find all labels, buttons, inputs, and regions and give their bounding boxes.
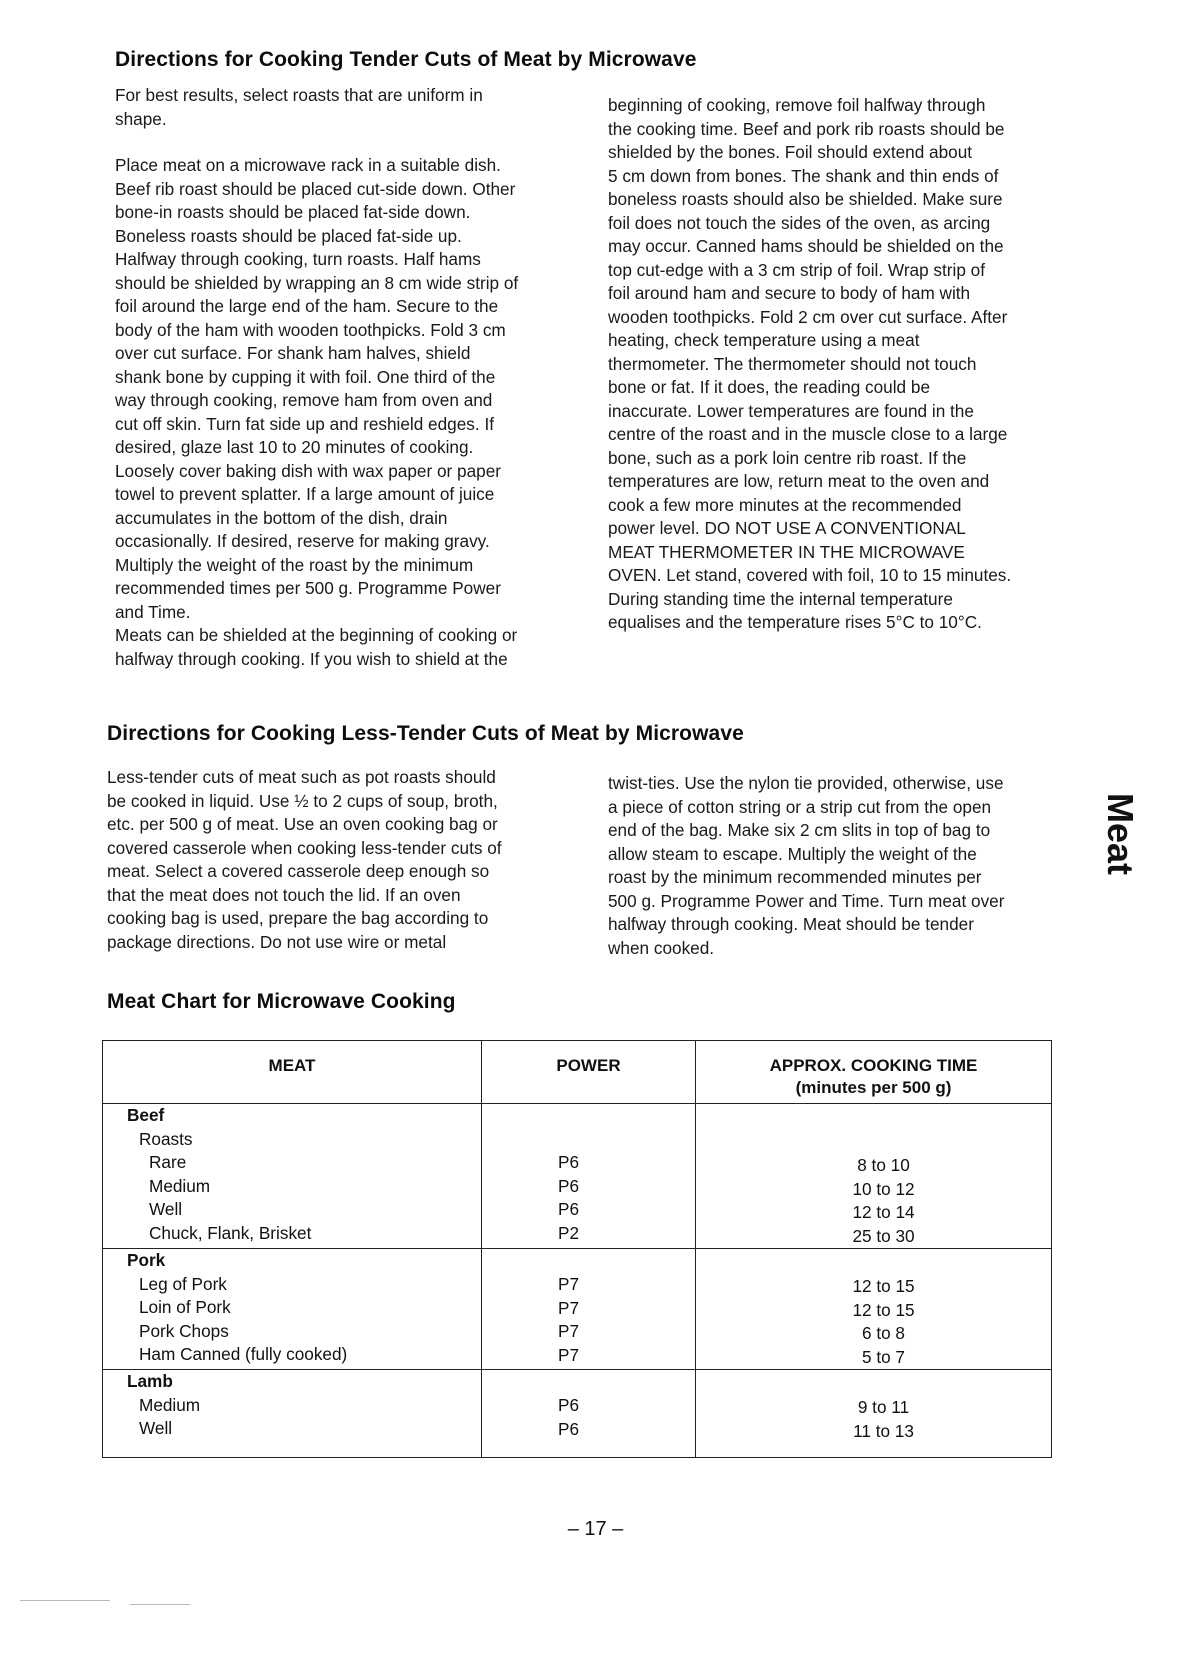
text-line: end of the bag. Make six 2 cm slits in top of bag to (608, 820, 991, 840)
meat-chart-title: Meat Chart for Microwave Cooking (107, 990, 456, 1013)
section-title-less-tender-cuts: Directions for Cooking Less-Tender Cuts of Meat by Microwave (107, 722, 744, 745)
text-line: and Time. (115, 601, 191, 622)
header-power: POWER (482, 1041, 696, 1104)
text-line: Beef rib roast should be placed cut-side down. Other (115, 178, 516, 199)
text-line: beginning of cooking, remove foil halfway through (608, 95, 986, 115)
paragraph-uniform-roasts (115, 84, 595, 131)
text-line: bone or fat. If it does, the reading could be (608, 377, 931, 397)
text-line: 5 cm down from bones. The shank and thin ends of (608, 165, 999, 186)
text-line: equalises and the temperature rises 5°C to 10°C. (608, 612, 982, 632)
power-value: P6 (558, 1199, 580, 1219)
text-line: MEAT THERMOMETER IN THE MICROWAVE (608, 541, 965, 562)
power-value: P7 (558, 1344, 580, 1365)
category-label: Lamb (127, 1371, 173, 1391)
text-line: Halfway through cooking, turn roasts. Half hams (115, 249, 481, 269)
text-line: power level. DO NOT USE A CONVENTIONAL (608, 518, 966, 538)
time-value: 6 to 8 (861, 1323, 905, 1343)
meat-item: Pork Chops (139, 1320, 229, 1341)
text-line: Loosely cover baking dish with wax paper or paper (115, 460, 501, 481)
meat-item: Leg of Pork (139, 1273, 227, 1294)
time-value: 10 to 12 (852, 1178, 915, 1199)
less-tender-right-column (608, 772, 1088, 960)
text-line: shape. (115, 108, 167, 129)
text-line: body of the ham with wooden toothpicks. Fold 3 cm (115, 319, 506, 340)
subheading-label: Roasts (139, 1128, 193, 1149)
time-value: 12 to 15 (852, 1299, 915, 1320)
time-value: 25 to 30 (852, 1225, 915, 1246)
meat-item: Medium (149, 1175, 211, 1196)
meat-item: Well (139, 1418, 173, 1438)
time-value: 11 to 13 (853, 1420, 914, 1441)
text-line: halfway through cooking. If you wish to shield at the (115, 648, 508, 669)
page-number: – 17 – (567, 1518, 624, 1540)
power-value: P6 (558, 1175, 580, 1196)
text-line: covered casserole when cooking less-tender cuts of (107, 837, 502, 858)
paragraph-placement-instructions (115, 154, 595, 671)
table-header-row (103, 1041, 1052, 1104)
text-line: foil does not touch the sides of the oven, as arcing (608, 212, 991, 233)
power-value: P6 (558, 1152, 580, 1172)
section-title-tender-cuts: Directions for Cooking Tender Cuts of Meat by Microwave (115, 48, 697, 71)
text-line: bone-in roasts should be placed fat-side down. (115, 202, 471, 222)
text-line: heating, check temperature using a meat (608, 330, 920, 350)
text-line: a piece of cotton string or a strip cut from the open (608, 796, 992, 817)
text-line: recommended times per 500 g. Programme Power (115, 578, 501, 598)
power-value: P6 (558, 1418, 580, 1439)
meat-item: Ham Canned (fully cooked) (139, 1344, 348, 1364)
time-value: 5 to 7 (861, 1346, 905, 1367)
category-label: Pork (127, 1250, 166, 1270)
text-line: package directions. Do not use wire or metal (107, 931, 447, 952)
text-line: 500 g. Programme Power and Time. Turn meat over (608, 890, 1005, 911)
side-tab-meat (1098, 784, 1142, 884)
text-line: Meats can be shielded at the beginning of cooking or (115, 625, 518, 645)
time-value: 12 to 14 (852, 1202, 915, 1222)
power-value: P7 (558, 1297, 580, 1318)
header-time-line1: APPROX. COOKING TIME (769, 1056, 978, 1075)
text-line: desired, glaze last 10 to 20 minutes of cooking. (115, 437, 474, 457)
text-line: that the meat does not touch the lid. If an oven (107, 884, 461, 905)
text-line: over cut surface. For shank ham halves, shield (115, 343, 471, 363)
scan-speck (20, 1600, 110, 1601)
text-line: During standing time the internal temperature (608, 588, 953, 609)
text-line: bone, such as a pork loin centre rib roast. If the (608, 447, 967, 468)
meat-item: Rare (149, 1152, 187, 1172)
meat-item: Loin of Pork (139, 1297, 231, 1317)
tender-cuts-right-column (608, 94, 1088, 635)
text-line: wooden toothpicks. Fold 2 cm over cut surface. After (608, 306, 1008, 327)
less-tender-left-column (107, 766, 587, 954)
text-line: Boneless roasts should be placed fat-side up. (115, 225, 462, 246)
text-line: temperatures are low, return meat to the oven and (608, 471, 990, 491)
text-line: inaccurate. Lower temperatures are found in the (608, 400, 974, 421)
header-cooking-time (696, 1041, 1052, 1104)
scan-speck (130, 1604, 190, 1605)
text-line: the cooking time. Beef and pork rib roasts should be (608, 118, 1005, 139)
power-value: P6 (558, 1395, 580, 1415)
text-line: etc. per 500 g of meat. Use an oven cooking bag or (107, 814, 498, 834)
power-value: P7 (558, 1321, 580, 1341)
tender-cuts-left-column (115, 84, 595, 671)
group-pork (103, 1249, 1052, 1370)
group-beef (103, 1104, 1052, 1249)
text-line: shank bone by cupping it with foil. One third of the (115, 366, 496, 387)
text-line: halfway through cooking. Meat should be tender (608, 914, 974, 934)
text-line: allow steam to escape. Multiply the weight of the (608, 843, 977, 864)
text-line: Place meat on a microwave rack in a suitable dish. (115, 155, 501, 175)
text-line: occasionally. If desired, reserve for making gravy. (115, 531, 490, 551)
meat-item: Chuck, Flank, Brisket (149, 1222, 312, 1243)
text-line: roast by the minimum recommended minutes per (608, 867, 982, 887)
text-line: when cooked. (608, 937, 715, 958)
text-line: way through cooking, remove ham from oven and (115, 390, 493, 410)
text-line: cut off skin. Turn fat side up and reshield edges. If (115, 413, 494, 434)
side-tab-label: Meat (1100, 792, 1141, 876)
header-meat: MEAT (103, 1041, 482, 1104)
time-value: 8 to 10 (857, 1155, 910, 1175)
header-time-line2: (minutes per 500 g) (795, 1078, 952, 1097)
text-line: cooking bag is used, prepare the bag according to (107, 908, 489, 928)
text-line: OVEN. Let stand, covered with foil, 10 to 15 minutes. (608, 565, 1012, 585)
meat-item: Well (149, 1199, 183, 1219)
text-line: towel to prevent splatter. If a large amount of juice (115, 484, 495, 504)
text-line: foil around ham and secure to body of ham with (608, 283, 971, 303)
meat-chart-table (102, 1040, 1052, 1458)
text-line: cook a few more minutes at the recommended (608, 494, 962, 515)
text-line: should be shielded by wrapping an 8 cm wide strip of (115, 272, 519, 293)
category-label: Beef (127, 1105, 165, 1125)
text-line: thermometer. The thermometer should not touch (608, 353, 977, 374)
text-line: Less-tender cuts of meat such as pot roasts should (107, 767, 496, 787)
text-line: For best results, select roasts that are uniform in (115, 85, 483, 105)
text-line: be cooked in liquid. Use ½ to 2 cups of soup, broth, (107, 790, 498, 811)
text-line: shielded by the bones. Foil should extend about (608, 142, 973, 162)
time-value: 9 to 11 (857, 1397, 910, 1417)
text-line: accumulates in the bottom of the dish, drain (115, 507, 448, 528)
text-line: centre of the roast and in the muscle close to a large (608, 424, 1008, 444)
power-value: P2 (558, 1222, 580, 1243)
text-line: foil around the large end of the ham. Secure to the (115, 296, 499, 316)
meat-item: Medium (139, 1394, 201, 1415)
text-line: meat. Select a covered casserole deep enough so (107, 861, 490, 881)
time-value: 12 to 15 (852, 1276, 915, 1296)
text-line: top cut-edge with a 3 cm strip of foil. Wrap strip of (608, 259, 986, 280)
group-lamb (103, 1370, 1052, 1458)
power-value: P7 (558, 1274, 580, 1294)
text-line: may occur. Canned hams should be shielded on the (608, 236, 1004, 256)
text-line: Multiply the weight of the roast by the minimum (115, 554, 474, 575)
text-line: twist-ties. Use the nylon tie provided, otherwise, use (608, 773, 1004, 793)
text-line: boneless roasts should also be shielded. Make sure (608, 189, 1003, 209)
